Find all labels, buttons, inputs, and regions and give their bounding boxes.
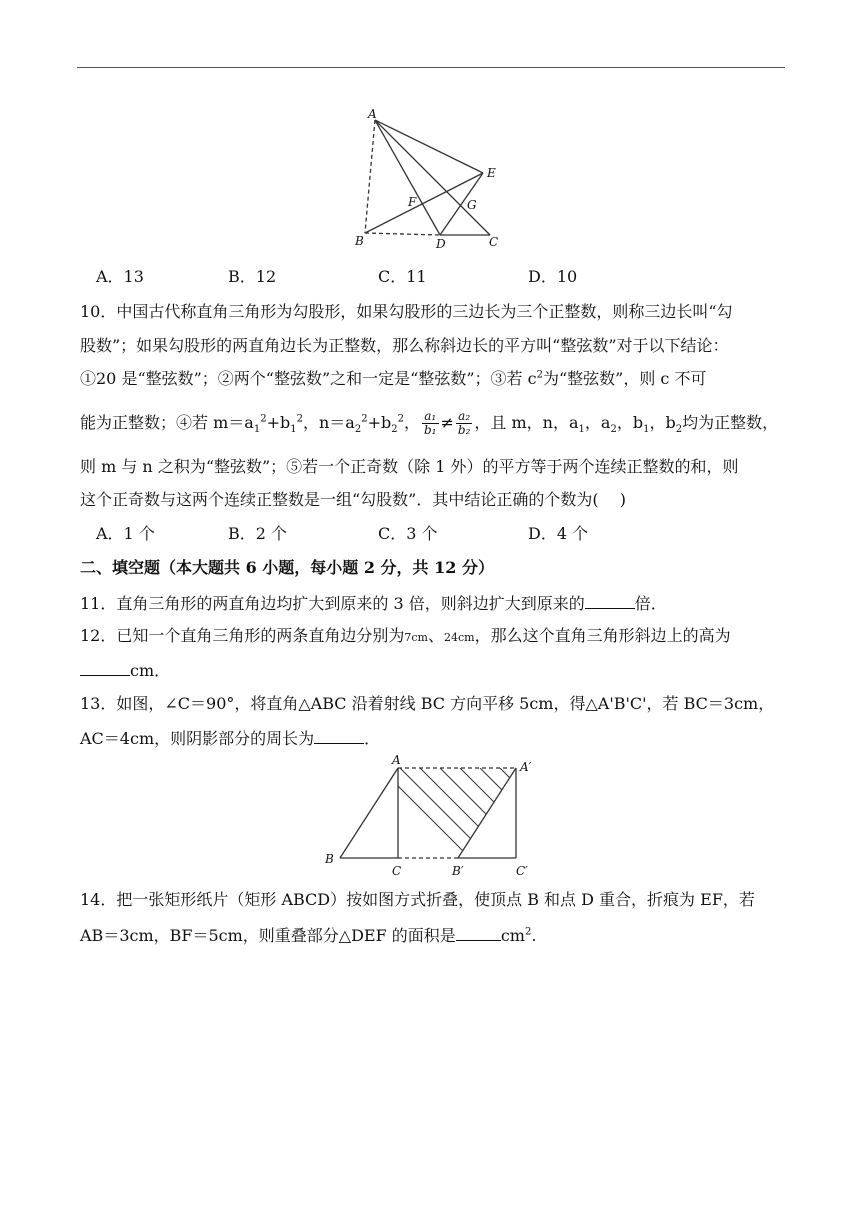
q10-option-b: B．2 个: [228, 524, 288, 543]
q9-option-d: D．10: [528, 267, 578, 286]
q10-option-a: A．1 个: [96, 524, 155, 543]
q10-option-d: D．4 个: [528, 524, 589, 543]
q12-line-2: cm．: [80, 659, 170, 681]
label-A: A: [392, 753, 401, 767]
q14-line-1: 14．把一张矩形纸片（矩形 ABCD）按如图方式折叠，使顶点 B 和点 D 重合，折痕为 EF，若: [80, 890, 755, 909]
label-G: G: [467, 198, 477, 212]
label-A: A: [368, 107, 377, 121]
q10-line-3: ①20 是“整弦数”；②两个“整弦数”之和一定是“整弦数”；③若 $c^2$为“整弦数”，则 c 不可: [80, 369, 707, 388]
section-2-heading: 二、填空题（本大题共 6 小题，每小题 2 分，共 12 分）: [80, 558, 494, 577]
fraction-a1-b1: $\frac{\text{a₁}}{\text{b₁}}$: [424, 409, 437, 437]
label-B-prime: B′: [452, 864, 464, 878]
figure-q9: [350, 105, 510, 255]
label-B: B: [355, 234, 364, 248]
label-B: B: [325, 852, 334, 866]
label-E: E: [487, 166, 496, 180]
q10-line-6: 这个正奇数与这两个连续正整数是一组“勾股数”．其中结论正确的个数为( ): [80, 490, 626, 509]
q9-option-a: A．13: [96, 267, 144, 286]
figure-q13: [320, 753, 550, 878]
q10-line-5: 则 m 与 n 之积为“整弦数”；⑤若一个正奇数（除 1 外）的平方等于两个连续正整数的和，则: [80, 457, 739, 476]
label-C-prime: C′: [516, 864, 528, 878]
label-C: C: [489, 235, 499, 249]
q12-line-1: 12．已知一个直角三角形的两条直角边分别为7cm、24cm，那么这个直角三角形斜边上的高为: [80, 626, 731, 645]
label-C: C: [392, 864, 402, 878]
q13-line-1: 13．如图，∠C＝90°，将直角△ABC 沿着射线 BC 方向平移 5cm，得△A'B'C'，若 BC＝3cm，: [80, 694, 775, 713]
q9-option-b: B．12: [228, 267, 277, 286]
label-D: D: [436, 237, 446, 251]
fraction-a2-b2: $\frac{\text{a₂}}{\text{b₂}}$: [457, 409, 471, 437]
q10-line-2: 股数”；如果勾股形的两直角边长为正整数，那么称斜边长的平方叫“整弦数”对于以下结论：: [80, 336, 729, 355]
q12-answer-blank[interactable]: [80, 659, 130, 676]
q14-answer-blank[interactable]: [456, 924, 501, 941]
q11: 11．直角三角形的两直角边均扩大到原来的 3 倍，则斜边扩大到原来的 倍．: [80, 594, 667, 613]
label-A-prime: A′: [520, 760, 532, 774]
q11-answer-blank[interactable]: [585, 592, 635, 609]
header-rule: [77, 67, 785, 68]
q9-option-c: C．11: [378, 267, 427, 286]
q10-option-c: C．3 个: [378, 524, 438, 543]
q10-line-4: 能为正整数；④若 $m=a_1^2+b_1^2$，$n=a_2^2+b_2^2$， $\frac{\text{a₁}}{\text{b₁}}$ ≠ $\frac{\text{a₂}}{\text{b₂}}$ ，且 m，n，$a_1$，$a_2$，$b_1$，$b_2$均为正整数，: [80, 409, 779, 437]
q13-answer-blank[interactable]: [314, 727, 364, 744]
label-F: F: [408, 195, 417, 209]
q10-line-1: 10．中国古代称直角三角形为勾股形，如果勾股形的三边长为三个正整数，则称三边长叫“勾: [80, 302, 733, 321]
q14-line-2: AB＝3cm，BF＝5cm，则重叠部分△DEF 的面积是 $cm^2$.: [80, 926, 537, 945]
q13-line-2: AC＝4cm，则阴影部分的周长为 ．: [80, 729, 381, 748]
